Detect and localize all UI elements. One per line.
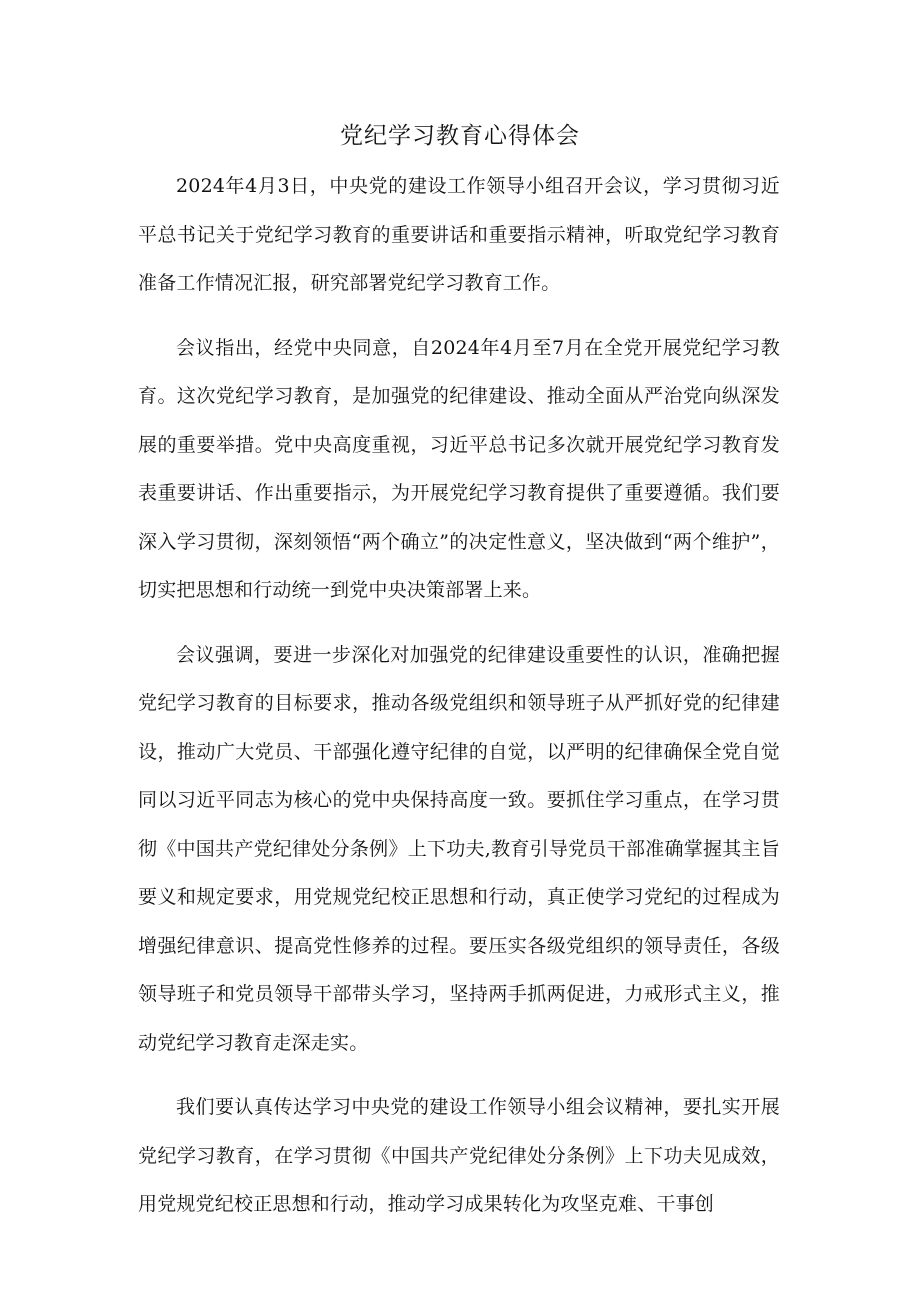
paragraph-3: 会议强调，要进一步深化对加强党的纪律建设重要性的认识，准确把握党纪学习教育的目标要求，推动各级党组织和领导班子从严抓好党的纪律建设，推动广大党员、干部强化遵守纪律的自觉，以严明的纪律确保全党自觉同以习近平同志为核心的党中央保持高度一致。要抓住学习重点，在学习贯彻《中国共产党纪律处分条例》上下功夫,教育引导党员干部准确掌握其主旨要义和规定要求，用党规党纪校正思想和行动，真正使学习党纪的过程成为增强纪律意识、提高党性修养的过程。要压实各级党组织的领导责任，各级领导班子和党员领导干部带头学习，坚持两手抓两促进，力戒形式主义，推动党纪学习教育走深走实。 — [138, 643, 780, 1054]
paragraph-1: 2024年4月3日，中央党的建设工作领导小组召开会议，学习贯彻习近平总书记关于党纪学习教育的重要讲话和重要指示精神，听取党纪学习教育准备工作情况汇报，研究部署党纪学习教育工作。 — [138, 175, 780, 294]
document-title: 党纪学习教育心得体会 — [340, 123, 580, 149]
document-body — [138, 162, 780, 1245]
paragraph-4: 我们要认真传达学习中央党的建设工作领导小组会议精神，要扎实开展党纪学习教育，在学习贯彻《中国共产党纪律处分条例》上下功夫见成效，用党规党纪校正思想和行动，推动学习成果转化为攻坚克难、干事创 — [138, 1096, 780, 1215]
paragraph-2: 会议指出，经党中央同意，自2024年4月至7月在全党开展党纪学习教育。这次党纪学习教育，是加强党的纪律建设、推动全面从严治党向纵深发展的重要举措。党中央高度重视，习近平总书记多次就开展党纪学习教育发表重要讲话、作出重要指示，为开展党纪学习教育提供了重要遵循。我们要深入学习贯彻，深刻领悟“两个确立”的决定性意义，坚决做到“两个维护”，切实把思想和行动统一到党中央决策部署上来。 — [138, 336, 780, 601]
